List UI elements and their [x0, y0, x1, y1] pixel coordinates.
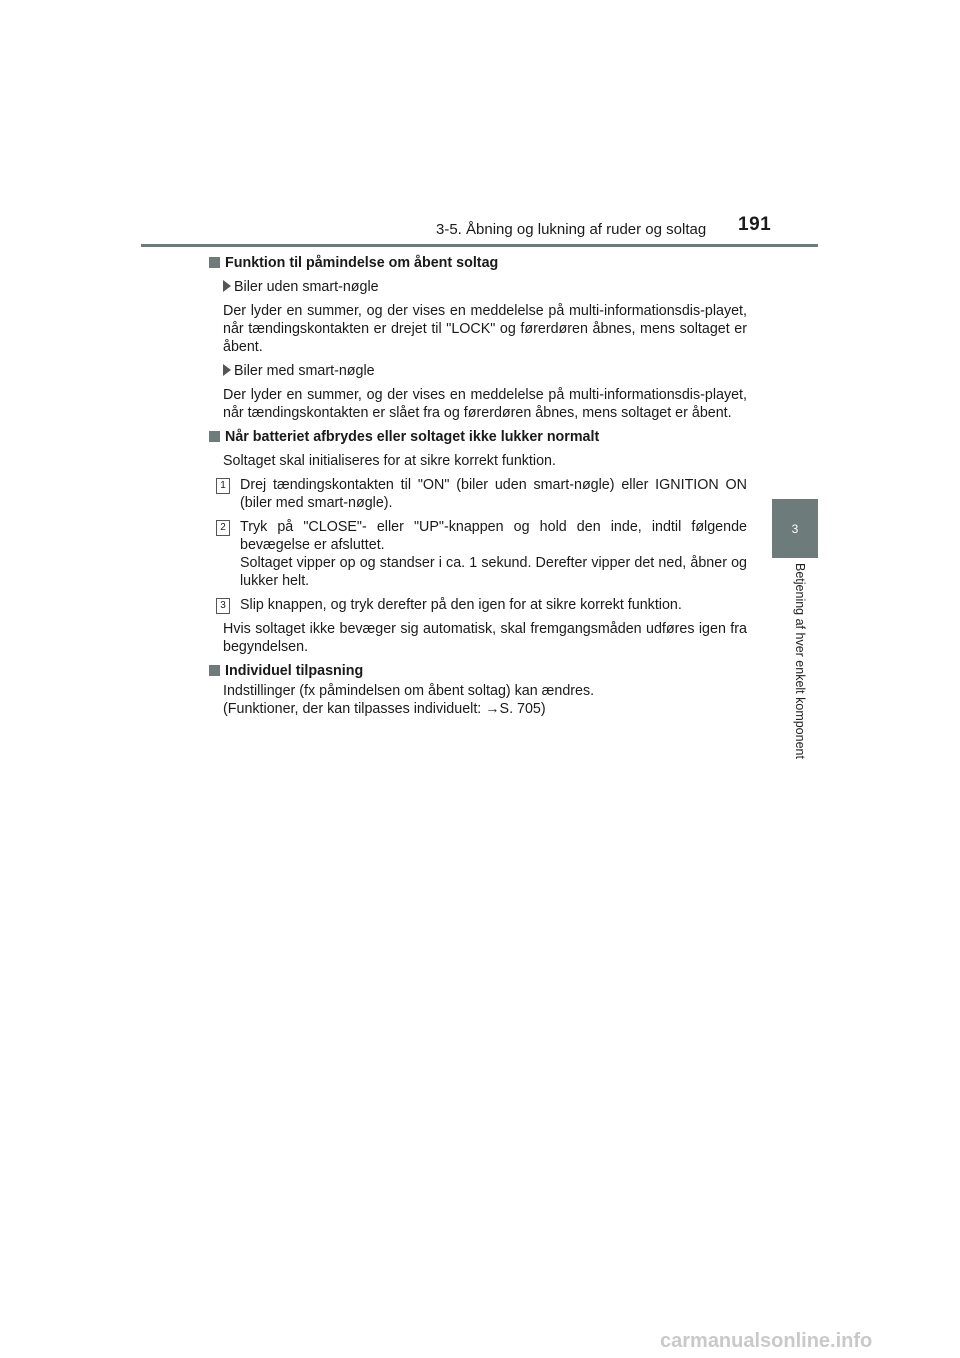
page-number: 191	[738, 214, 772, 235]
step-2	[216, 518, 747, 590]
page-content	[209, 254, 747, 724]
paragraph: Der lyder en summer, og der vises en meddelelse på multi-informationsdis-playet, når tændingskontakten er slået fra og førerdøren åbnes, mens soltaget er åbent.	[223, 387, 747, 421]
step-number: 2	[216, 520, 230, 536]
watermark: carmanualsonline.info	[660, 1330, 873, 1352]
paragraph: Hvis soltaget ikke bevæger sig automatisk, skal fremgangsmåden udføres igen fra begyndelsen.	[223, 621, 747, 655]
triangle-bullet-icon	[223, 364, 231, 376]
subheading: Biler uden smart-nøgle	[223, 278, 747, 296]
section-heading: Individuel tilpasning	[209, 662, 747, 680]
step-3	[216, 596, 747, 614]
chapter-tab	[772, 499, 818, 558]
square-bullet-icon	[209, 257, 220, 268]
chapter-number: 3	[791, 521, 799, 536]
section-heading: Funktion til påmindelse om åbent soltag	[209, 254, 747, 272]
paragraph: Indstillinger (fx påmindelsen om åbent soltag) kan ændres.	[223, 683, 595, 699]
section-title: 3-5. Åbning og lukning af ruder og soltag	[436, 221, 707, 238]
step-text: Drej tændingskontakten til "ON" (biler uden smart-nøgle) eller IGNITION ON (biler med smart-nøgle).	[240, 477, 747, 511]
chapter-title: Betjening af hver enkelt komponent	[793, 563, 807, 759]
paragraph: Soltaget skal initialiseres for at sikre korrekt funktion.	[223, 453, 556, 469]
triangle-bullet-icon	[223, 280, 231, 292]
step-number: 3	[216, 598, 230, 614]
square-bullet-icon	[209, 665, 220, 676]
square-bullet-icon	[209, 431, 220, 442]
paragraph: (Funktioner, der kan tilpasses individuelt: →S. 705)	[223, 701, 546, 717]
step-1	[216, 476, 747, 512]
paragraph: Der lyder en summer, og der vises en meddelelse på multi-informationsdis-playet, når tændingskontakten er drejet til "LOCK" og førerdøren åbnes, mens soltaget er åbent.	[223, 303, 747, 355]
step-text: Slip knappen, og tryk derefter på den igen for at sikre korrekt funktion.	[240, 597, 682, 613]
step-number: 1	[216, 478, 230, 494]
subheading: Biler med smart-nøgle	[223, 362, 747, 380]
section-heading: Når batteriet afbrydes eller soltaget ikke lukker normalt	[209, 428, 747, 446]
step-text: Tryk på "CLOSE"- eller "UP"-knappen og hold den inde, indtil følgende bevægelse er afsluttet. Soltaget vipper op og standser i ca. 1 sekund. Derefter vipper det ned, åbner og lukker helt.	[240, 519, 747, 589]
header-rule	[141, 244, 818, 247]
